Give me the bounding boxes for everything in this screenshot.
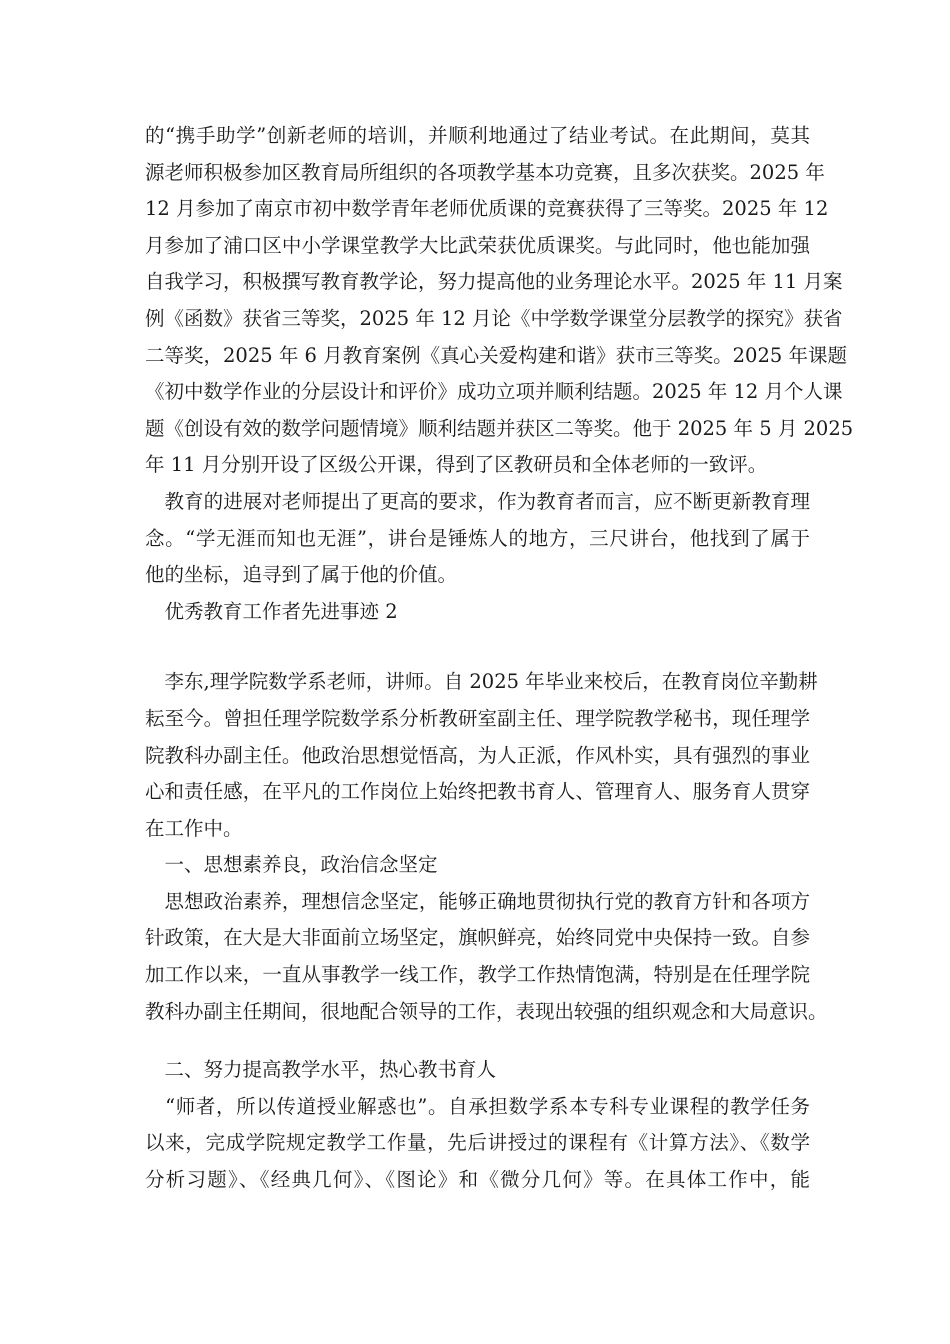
text-line: 例《函数》获省三等奖，2025 年 12 月论《中学数学课堂分层教学的探究》获省 bbox=[145, 306, 843, 330]
text-line: 题《创设有效的数学问题情境》顺利结题并获区二等奖。他于 2025 年 5 月 2025 bbox=[145, 416, 854, 440]
text-line: 思想政治素养，理想信念坚定，能够正确地贯彻执行党的教育方针和各项方 bbox=[145, 889, 810, 913]
heading-2: 二、努力提高教学水平，热心教书育人 bbox=[145, 1058, 497, 1082]
document-page bbox=[145, 118, 854, 1199]
text-line: 在工作中。 bbox=[145, 816, 243, 840]
text-line: 教科办副主任期间，很地配合领导的工作，表现出较强的组织观念和大局意识。 bbox=[145, 999, 828, 1023]
text-line: 12 月参加了南京市初中数学青年老师优质课的竞赛获得了三等奖。2025 年 12 bbox=[145, 197, 829, 221]
text-line: 源老师积极参加区教育局所组织的各项教学基本功竞赛，且多次获奖。2025 年 bbox=[145, 160, 825, 184]
text-line: 教育的进展对老师提出了更高的要求，作为教育者而言，应不断更新教育理 bbox=[145, 489, 810, 513]
section-title: 优秀教育工作者先进事迹 2 bbox=[145, 599, 398, 623]
text-line: 年 11 月分别开设了区级公开课，得到了区教研员和全体老师的一致评。 bbox=[145, 453, 768, 477]
blank-line bbox=[145, 1030, 810, 1052]
text-line: 的“携手助学”创新老师的培训，并顺利地通过了结业考试。在此期间，莫其 bbox=[145, 124, 810, 147]
blank-line bbox=[145, 630, 810, 664]
text-line: 耘至今。曾担任理学院数学系分析教研室副主任、理学院教学秘书，现任理学 bbox=[145, 706, 810, 730]
text-line: 他的坐标，追寻到了属于他的价值。 bbox=[145, 563, 458, 587]
text-line: 李东,理学院数学系老师，讲师。自 2025 年毕业来校后，在教育岗位辛勤耕 bbox=[145, 670, 818, 694]
text-line: 月参加了浦口区中小学课堂教学大比武荣获优质课奖。与此同时，他也能加强 bbox=[145, 233, 810, 257]
text-line: 念。“学无涯而知也无涯”，讲台是锤炼人的地方，三尺讲台，他找到了属于 bbox=[145, 526, 810, 550]
text-line: 针政策，在大是大非面前立场坚定，旗帜鲜亮，始终同党中央保持一致。自参 bbox=[145, 926, 810, 950]
text-line: 以来，完成学院规定教学工作量，先后讲授过的课程有《计算方法》、《数学 bbox=[145, 1131, 810, 1155]
text-line: 院教科办副主任。他政治思想觉悟高，为人正派，作风朴实，具有强烈的事业 bbox=[145, 743, 810, 767]
text-line: 二等奖，2025 年 6 月教育案例《真心关爱构建和谐》获市三等奖。2025 年课题 bbox=[145, 343, 847, 367]
text-line: 自我学习，积极撰写教育教学论，努力提高他的业务理论水平。2025 年 11 月案 bbox=[145, 270, 843, 294]
text-line: 心和责任感，在平凡的工作岗位上始终把教书育人、管理育人、服务育人贯穿 bbox=[145, 780, 810, 804]
text-line: “师者，所以传道授业解惑也”。自承担数学系本专科专业课程的教学任务 bbox=[145, 1094, 810, 1118]
text-line: 加工作以来，一直从事教学一线工作，教学工作热情饱满，特别是在任理学院 bbox=[145, 963, 810, 987]
text-line: 《初中数学作业的分层设计和评价》成功立项并顺利结题。2025 年 12 月个人课 bbox=[145, 380, 843, 404]
heading-1: 一、思想素养良，政治信念坚定 bbox=[145, 853, 438, 877]
text-line: 分析习题》、《经典几何》、《图论》和《微分几何》等。在具体工作中，能 bbox=[145, 1168, 810, 1192]
